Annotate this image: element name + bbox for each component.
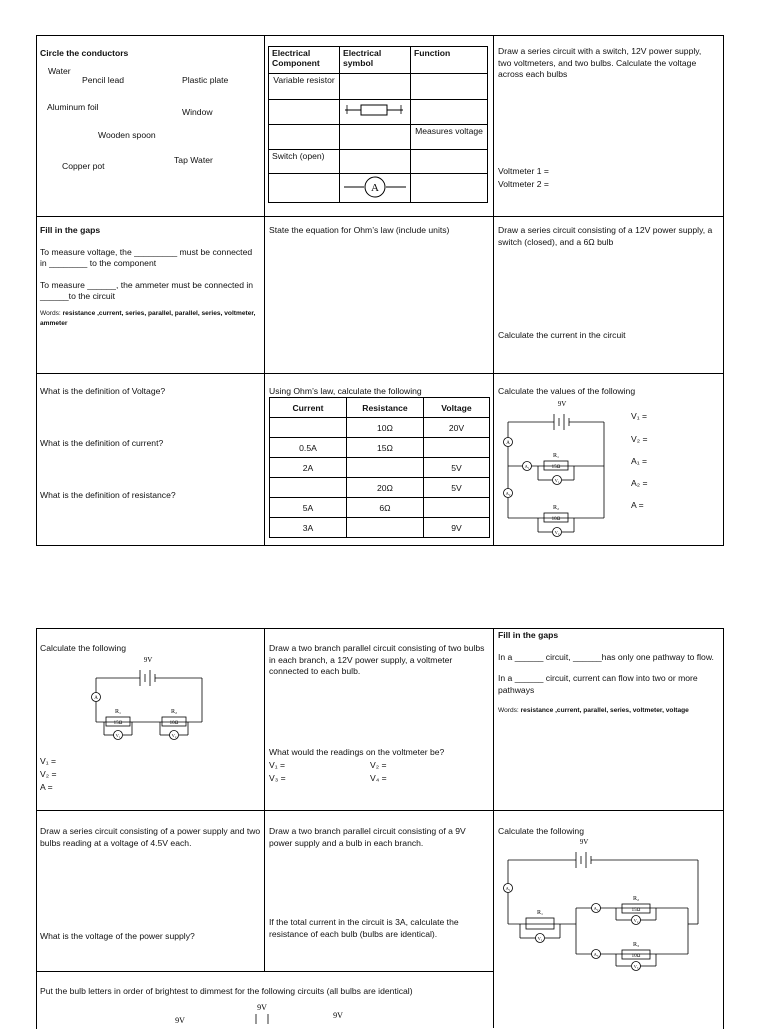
meter-label: V₂ <box>554 530 560 535</box>
series-45-prompt: Draw a series circuit consisting of a power supply and two bulbs reading at a voltage of 4.5V each. <box>40 826 261 848</box>
calc-following2-title: Calculate the following <box>498 826 584 836</box>
conductor-item[interactable]: Pencil lead <box>82 75 125 85</box>
resistor-value: 10Ω <box>551 517 561 522</box>
table-cell: 20Ω <box>347 478 424 498</box>
ammeter-symbol-cell <box>340 174 411 203</box>
word-bank-label: Words: <box>40 309 61 317</box>
meter-label: A₂ <box>505 491 511 496</box>
reading-label: V₃ = <box>269 773 286 783</box>
parallel-two-branch-prompt: Draw a two branch parallel circuit consisting of two bulbs in each branch, a 12V power supply, a voltmeter connected to each bulb. <box>269 643 485 677</box>
conductors-title: Circle the conductors <box>40 48 129 58</box>
table-cell: 5A <box>270 498 347 518</box>
answer-label: V₂ = <box>40 769 57 779</box>
table-cell[interactable] <box>340 74 411 100</box>
current-question: Calculate the current in the circuit <box>498 330 626 340</box>
parallel-circuit-diagram <box>500 396 630 542</box>
meter-label: A₃ <box>593 952 599 957</box>
power-supply-question: What is the voltage of the power supply? <box>40 931 195 941</box>
gap-sentence[interactable]: To measure ______, the ammeter must be connected in ______to the circuit <box>40 279 254 302</box>
resistor-label: R₁ <box>536 910 544 916</box>
resistor-label: R₁ <box>114 709 122 715</box>
word-bank-words: resistance ,current, series, parallel, parallel, series, voltmeter, ammeter <box>40 309 256 327</box>
answer-label: A₁ = <box>631 456 648 466</box>
ohms-equation-prompt: State the equation for Ohm’s law (include units) <box>269 225 450 235</box>
meter-label: A <box>506 441 510 446</box>
battery-label: 9V <box>579 838 589 846</box>
table-cell: Measures voltage <box>411 125 488 150</box>
resistor-label: R₂ <box>632 896 640 902</box>
table-cell[interactable] <box>424 438 490 458</box>
ammeter-letter: A <box>371 182 379 194</box>
table-header: Electrical Component <box>269 47 340 74</box>
meter-label: V₂ <box>171 733 177 738</box>
table-cell[interactable] <box>411 150 488 174</box>
voltmeter-2-label: Voltmeter 2 = <box>498 179 549 189</box>
meter-label: A <box>94 696 98 701</box>
resistor-value: 15Ω <box>113 721 123 726</box>
answer-label: A = <box>40 782 53 792</box>
section-title: Fill in the gaps <box>498 630 559 640</box>
resistor-label: R₂ <box>552 505 560 511</box>
table-cell[interactable] <box>270 418 347 438</box>
table-cell: 20V <box>424 418 490 438</box>
conductor-item[interactable]: Tap Water <box>174 155 213 165</box>
resistor-value: 15Ω <box>551 465 561 470</box>
resistor-label: R₁ <box>552 453 560 459</box>
brightness-circuits-preview <box>160 998 380 1024</box>
battery-label: 9V <box>175 1016 185 1024</box>
definition-voltage: What is the definition of Voltage? <box>40 386 166 396</box>
conductor-item[interactable]: Water <box>48 66 71 76</box>
table-cell[interactable] <box>347 458 424 478</box>
table-header: Electrical symbol <box>340 47 411 74</box>
battery-label: 9V <box>143 656 153 664</box>
brightness-prompt: Put the bulb letters in order of brightest to dimmest for the following circuits (all bulbs are identical) <box>40 986 413 996</box>
conductor-item[interactable]: Wooden spoon <box>98 130 156 140</box>
calc-values-title: Calculate the values of the following <box>498 386 636 396</box>
table-header: Current <box>270 398 347 418</box>
reading-label: V₂ = <box>370 760 387 770</box>
table-cell[interactable] <box>411 74 488 100</box>
reading-label: V₁ = <box>269 760 286 770</box>
answer-label: V₂ = <box>631 434 648 444</box>
resistor-label: R₂ <box>170 709 178 715</box>
table-cell: 10Ω <box>347 418 424 438</box>
answer-label: V₁ = <box>40 756 57 766</box>
ammeter-symbol-icon <box>344 175 406 199</box>
table-cell: 9V <box>424 518 490 538</box>
table-cell[interactable] <box>411 174 488 203</box>
table-cell: 15Ω <box>347 438 424 458</box>
table-cell[interactable] <box>269 174 340 203</box>
series-switch-section <box>494 46 716 81</box>
meter-label: V₁ <box>554 478 560 483</box>
table-cell[interactable] <box>347 518 424 538</box>
resistor-value: 10Ω <box>631 954 641 959</box>
gap-sentence[interactable]: In a ______ circuit, current can flow into two or more pathways <box>498 673 698 695</box>
table-cell: 6Ω <box>347 498 424 518</box>
conductor-item[interactable]: Copper pot <box>62 161 105 171</box>
resistor-label: R₃ <box>632 942 640 948</box>
battery-label: 9V <box>333 1011 343 1020</box>
resistor-value: 15Ω <box>631 908 641 913</box>
bulb-resistance-question: If the total current in the circuit is 3A, calculate the resistance of each bulb (bulbs are identical). <box>269 917 459 939</box>
series-6ohm-prompt: Draw a series circuit consisting of a 12V power supply, a switch (closed), and a 6Ω bulb <box>498 225 713 247</box>
meter-label: A₂ <box>593 906 599 911</box>
table-cell[interactable] <box>340 150 411 174</box>
table-cell: 2A <box>270 458 347 478</box>
reading-label: V₄ = <box>370 773 387 783</box>
gap-sentence[interactable]: To measure voltage, the _________ must be connected in ________ to the component <box>40 246 253 269</box>
definition-current: What is the definition of current? <box>40 438 164 448</box>
meter-label: A₁ <box>524 464 530 469</box>
gap-sentence[interactable]: In a ______ circuit, ______has only one pathway to flow. <box>498 651 714 662</box>
table-cell[interactable] <box>269 125 340 150</box>
resistor-value: 10Ω <box>169 721 179 726</box>
table-cell[interactable] <box>340 125 411 150</box>
word-bank <box>498 706 718 716</box>
resistor-symbol-cell <box>340 100 411 125</box>
meter-label: V₁ <box>537 936 543 941</box>
mixed-circuit-diagram <box>498 834 716 974</box>
fill-gaps2-section <box>498 630 718 716</box>
components-table <box>268 46 488 203</box>
parallel-9v-prompt: Draw a two branch parallel circuit consisting of a 9V power supply and a bulb in each branch. <box>269 826 466 848</box>
word-bank-words: resistance ,current, parallel, series, voltmeter, voltage <box>520 707 689 715</box>
answer-label: V₁ = <box>631 411 648 421</box>
battery-label: 9V <box>557 400 567 408</box>
table-header: Resistance <box>347 398 424 418</box>
meter-label: A₁ <box>505 886 511 891</box>
conductor-item[interactable]: Window <box>182 107 213 117</box>
ohms-table-title: Using Ohm’s law, calculate the following <box>269 386 422 396</box>
table-header: Function <box>411 47 488 74</box>
table-cell[interactable] <box>270 478 347 498</box>
resistor-symbol-icon <box>343 101 405 119</box>
word-bank-label: Words: <box>498 707 519 715</box>
meter-label: V₂ <box>633 918 639 923</box>
fill-gaps-section <box>40 225 260 328</box>
table-cell: 5V <box>424 458 490 478</box>
word-bank <box>40 309 260 328</box>
meter-label: V₁ <box>115 733 121 738</box>
section-title: Fill in the gaps <box>40 225 101 235</box>
table-header: Voltage <box>424 398 490 418</box>
table-cell: Switch (open) <box>269 150 340 174</box>
table-cell: Variable resistor <box>269 74 340 100</box>
prompt-text: Draw a series circuit with a switch, 12V power supply, two voltmeters, and two bulbs. Calculate the voltage across each bulbs <box>498 46 702 80</box>
table-cell[interactable] <box>269 100 340 125</box>
battery-label: 9V <box>257 1003 267 1012</box>
answer-label: A₂ = <box>631 478 648 488</box>
answer-label: A = <box>631 500 644 510</box>
table-cell: 3A <box>270 518 347 538</box>
calc-following-title: Calculate the following <box>40 643 126 653</box>
ohms-table <box>269 397 490 538</box>
definition-resistance: What is the definition of resistance? <box>40 490 176 500</box>
voltmeter-readings-question: What would the readings on the voltmeter be? <box>269 747 445 757</box>
voltmeter-1-label: Voltmeter 1 = <box>498 166 549 176</box>
meter-label: V₃ <box>633 964 639 969</box>
table-cell: 0.5A <box>270 438 347 458</box>
conductors-section <box>36 35 264 216</box>
table-cell[interactable] <box>424 498 490 518</box>
table-cell: 5V <box>424 478 490 498</box>
series-circuit-diagram <box>86 652 210 746</box>
conductor-item[interactable]: Plastic plate <box>182 75 229 85</box>
table-cell[interactable] <box>411 100 488 125</box>
conductor-item[interactable]: Aluminum foil <box>47 102 99 112</box>
